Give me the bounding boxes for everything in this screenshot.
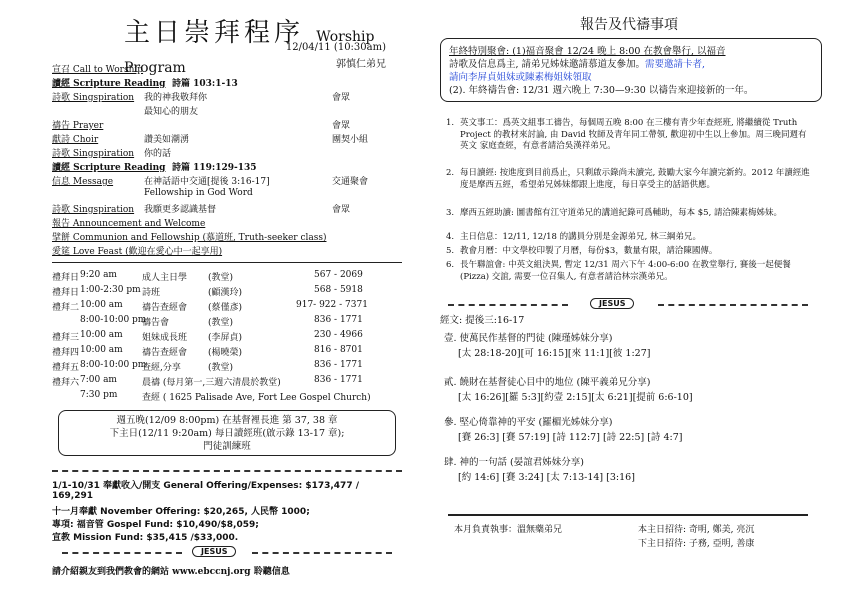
service-label: 宣召 Call to Worship xyxy=(52,65,144,75)
service-leader: 交通聚會 xyxy=(332,177,369,187)
schedule-event: 晨禱 (每月第一,三週六清晨於教堂) xyxy=(142,378,281,388)
announcement-number: 6. xyxy=(446,260,455,270)
divider xyxy=(658,304,808,306)
schedule-row xyxy=(52,285,402,298)
service-item: 在神話語中交通[提後 3:16-17] xyxy=(144,177,270,187)
schedule-day: 禮拜二 xyxy=(52,303,80,313)
announcement-number: 4. xyxy=(446,232,455,242)
upcoming-line: 下主日(12/11 9:20am) 每日讀經班(啟示錄 13-17 章); xyxy=(109,428,345,439)
service-item: Fellowship in God Word xyxy=(144,188,253,198)
divider xyxy=(52,262,402,263)
schedule-event: 查經 ( 1625 Palisade Ave, Fort Lee Gospel Church) xyxy=(142,393,371,403)
announcements-title: 報告及代禱事項 xyxy=(580,17,678,33)
finance-line: 1/1-10/31 奉獻收入/開支 General Offering/Expenses: $173,477 / xyxy=(52,481,360,491)
divider xyxy=(62,552,182,554)
service-item: 你的話 xyxy=(144,149,172,159)
schedule-event: 禱告會 xyxy=(142,318,170,328)
sermon-point: 參. 堅心倚靠神的平安 (羅楣光姊妹分享) xyxy=(444,417,613,428)
service-row xyxy=(52,202,402,215)
website-note: 請介紹親友到我們教會的網站 www.ebccnj.org 聆聽信息 xyxy=(52,567,290,577)
schedule-event: 姐妹成長班 xyxy=(142,333,188,343)
schedule-row xyxy=(52,330,402,343)
year-end-line: 詩歌及信息爲主, 請弟兄姊妹邀請慕道友參加。需要邀請卡者, xyxy=(449,59,706,70)
service-label: 報告 Announcement and Welcome xyxy=(52,219,206,229)
upcoming-line: 週五晚(12/09 8:00pm) 在基督裡長進 第 37, 38 章 xyxy=(116,415,338,426)
announcement-text: 每日讀經: 按進度到目前爲止，只剩啟示錄尚未讀完, 鼓勵大家今年讀完新約。2012 年讀經進度是摩西五經，希望弟兄姊妹都跟上進度，每日享受主的話語供應。 xyxy=(460,168,810,190)
schedule-row xyxy=(52,270,402,283)
service-leader: 會眾 xyxy=(332,93,351,103)
service-item: 最知心的朋友 xyxy=(144,107,199,117)
service-item: 讚美如潮湧 xyxy=(144,135,190,145)
schedule-event: 查經,分享 xyxy=(142,363,181,373)
schedule-row xyxy=(52,390,402,403)
announcement-number: 2. xyxy=(446,168,455,178)
worship-program-column xyxy=(52,8,402,588)
announcement-text: 英文事工：爲英文組事工禱告，每個周五晚 8:00 在三樓有青少年查經班, 將繼續從 Truth Project 的教材來討論, 由 David 牧師及青年同工帶領, 歡迎初中生以上參加。周三晚同週有英文 家庭查經，有意者請洽吳漢祥弟兄。 xyxy=(460,118,807,151)
schedule-phone: 917- 922 - 7371 xyxy=(296,300,368,310)
schedule-time: 7:30 pm xyxy=(80,390,118,400)
divider xyxy=(448,514,808,516)
service-label: 信息 Message xyxy=(52,177,114,187)
service-row xyxy=(52,216,402,229)
schedule-phone: 816 - 8701 xyxy=(314,345,363,355)
service-label: 讀經 Scripture Reading xyxy=(52,163,166,173)
schedule-day: 禮拜日 xyxy=(52,288,80,298)
announcement-number: 3. xyxy=(446,208,455,218)
service-row xyxy=(52,104,402,117)
schedule-time: 10:00 am xyxy=(80,330,123,340)
announcement-text: 摩西五經助讀: 圖書館有江守道弟兄的講道紀錄可爲輔助，每本 $5, 請洽陳素梅姊妹。 xyxy=(460,208,782,218)
schedule-row xyxy=(52,360,402,373)
sermon-point: 肆. 神的一句話 (晏誼君姊妹分享) xyxy=(444,457,584,468)
service-date: 12/04/11 (10:30am) xyxy=(285,42,386,53)
schedule-phone: 568 - 5918 xyxy=(314,285,363,295)
service-label: 愛筵 Love Feast (歡迎在愛心中一起享用) xyxy=(52,247,223,257)
service-row xyxy=(52,62,402,75)
schedule-row xyxy=(52,345,402,358)
service-row xyxy=(52,230,402,243)
schedule-place: (教堂) xyxy=(208,318,234,328)
service-item: 我願更多認識基督 xyxy=(144,205,217,215)
program-title-zh: 主日崇拜程序 xyxy=(124,18,305,48)
schedule-place: (教堂) xyxy=(208,273,234,283)
finance-line: 169,291 xyxy=(52,491,93,501)
sermon-references: [約 14:6] [賽 3:24] [太 7:13-14] [3:16] xyxy=(458,472,635,483)
schedule-row xyxy=(52,300,402,313)
announcement-text: 主日信息：12/11, 12/18 的講員分別是金源弟兄, 林三綱弟兄。 xyxy=(460,232,702,242)
service-label: 擘餅 Communion and Fellowship (慕道班, Truth-seeker class) xyxy=(52,233,327,243)
schedule-phone: 836 - 1771 xyxy=(314,315,363,325)
schedule-day: 禮拜三 xyxy=(52,333,80,343)
schedule-place: (蔡僅彥) xyxy=(208,303,243,313)
service-row xyxy=(52,244,402,257)
announcement-number: 5. xyxy=(446,246,455,256)
schedule-place: (教堂) xyxy=(208,363,234,373)
finance-line: 專項: 福音管 Gospel Fund: $10,490/$8,059; xyxy=(52,520,259,530)
schedule-day: 禮拜日 xyxy=(52,273,80,283)
schedule-phone: 836 - 1771 xyxy=(314,375,363,385)
service-label: 詩歌 Singspiration xyxy=(52,93,135,103)
divider xyxy=(252,552,392,554)
service-label: 詩歌 Singspiration xyxy=(52,149,135,159)
year-end-line: (2). 年終禱告會: 12/31 週六晚上 7:30—9:30 以禱告來迎接新的一年。 xyxy=(449,85,754,96)
schedule-time: 8:00-10:00 pm xyxy=(80,360,147,370)
finance-line: 宣教 Mission Fund: $35,415 /$33,000. xyxy=(52,533,239,543)
service-row xyxy=(52,174,402,187)
sermon-references: [太 28:18-20][可 16:15][來 11:1][彼 1:27] xyxy=(458,348,651,359)
service-label: 讀經 Scripture Reading xyxy=(52,79,166,89)
host-this-sunday: 本主日招待: 奇明, 鄭美, 亮沉 xyxy=(638,525,755,535)
schedule-event: 成人主日學 xyxy=(142,273,188,283)
service-row xyxy=(52,160,402,173)
schedule-time: 1:00-2:30 pm xyxy=(80,285,141,295)
upcoming-box xyxy=(58,410,396,456)
announcements-column xyxy=(440,8,820,588)
sermon-references: [太 16:26][羅 5:3][約壹 2:15][太 6:21][提前 6:6-10] xyxy=(458,392,693,403)
schedule-day: 禮拜四 xyxy=(52,348,80,358)
announcement-text: 教會月曆：中文學校印製了月曆，每份$3，數量有限，請洽陳國傳。 xyxy=(460,246,718,256)
sermon-references: [賽 26:3] [賽 57:19] [詩 112:7] [詩 22:5] [詩 4:7] xyxy=(458,432,683,443)
schedule-place: (楊曉榮) xyxy=(208,348,243,358)
schedule-row xyxy=(52,375,402,388)
schedule-phone: 567 - 2069 xyxy=(314,270,363,280)
finance-line: 十一月奉獻 November Offering: $20,265, 人民幣 1000; xyxy=(52,507,310,517)
schedule-time: 10:00 am xyxy=(80,345,123,355)
program-title-en: Worship Program xyxy=(124,29,375,76)
service-leader: 郭慎仁弟兄 xyxy=(336,59,386,70)
divider xyxy=(448,304,568,306)
schedule-time: 7:00 am xyxy=(80,375,117,385)
schedule-time: 8:00-10:00 pm xyxy=(80,315,147,325)
service-leader: 會眾 xyxy=(332,121,351,131)
divider xyxy=(52,470,402,472)
schedule-time: 10:00 am xyxy=(80,300,123,310)
service-row xyxy=(52,90,402,103)
service-row xyxy=(52,188,402,201)
service-leader: 團契小組 xyxy=(332,135,369,145)
year-end-line: 年終特別聚會: (1)福音聚會 12/24 晚上 8:00 在教會舉行, 以福音 xyxy=(449,46,726,57)
sermon-point: 壹. 使萬民作基督的門徒 (陳瑾姊妹分享) xyxy=(444,333,613,344)
schedule-event: 禱告查經會 xyxy=(142,303,188,313)
service-item: 詩篇 119:129-135 xyxy=(172,163,257,173)
service-leader: 會眾 xyxy=(332,205,351,215)
schedule-place: (顧漢玲) xyxy=(208,288,243,298)
host-next-sunday: 下主日招待: 子務, 亞明, 善康 xyxy=(638,539,755,549)
schedule-event: 禱告查經會 xyxy=(142,348,188,358)
jesus-fish-icon: JESUS xyxy=(192,546,236,557)
service-label: 獻詩 Choir xyxy=(52,135,99,145)
year-end-line: 請向李屏貞姐妹或陳素梅姐妹領取 xyxy=(449,72,592,83)
service-item: 我的神我敬拜你 xyxy=(144,93,208,103)
jesus-fish-icon: JESUS xyxy=(590,298,634,309)
service-label: 詩歌 Singspiration xyxy=(52,205,135,215)
service-row xyxy=(52,132,402,145)
announcement-text: 長午聯誼會: 中英文組決異, 暫定 12/31 周六下午 4:00-6:00 在教堂舉行, 賽後一起便餐(Pizza) 交誼, 需要一位召集人, 有意者請洽林宗漢弟兄。 xyxy=(460,260,791,282)
scripture-text: 經文: 提後三:16-17 xyxy=(440,315,525,326)
schedule-time: 9:20 am xyxy=(80,270,117,280)
duty-deacon: 本月負責執事：溫無藥弟兄 xyxy=(454,525,563,535)
schedule-place: (李屏貞) xyxy=(208,333,243,343)
schedule-event: 詩班 xyxy=(142,288,161,298)
service-row xyxy=(52,118,402,131)
schedule-day: 禮拜五 xyxy=(52,363,80,373)
upcoming-line: 門徒訓練班 xyxy=(203,441,251,452)
announcement-number: 1. xyxy=(446,118,455,128)
year-end-box xyxy=(440,38,822,102)
service-row xyxy=(52,146,402,159)
schedule-row xyxy=(52,315,402,328)
schedule-day: 禮拜六 xyxy=(52,378,80,388)
schedule-phone: 230 - 4966 xyxy=(314,330,363,340)
schedule-phone: 836 - 1771 xyxy=(314,360,363,370)
sermon-point: 貳. 饒財在基督徒心目中的地位 (陳平義弟兄分享) xyxy=(444,377,651,388)
service-item: 詩篇 103:1-13 xyxy=(172,79,238,89)
service-label: 禱告 Prayer xyxy=(52,121,104,131)
service-row xyxy=(52,76,402,89)
